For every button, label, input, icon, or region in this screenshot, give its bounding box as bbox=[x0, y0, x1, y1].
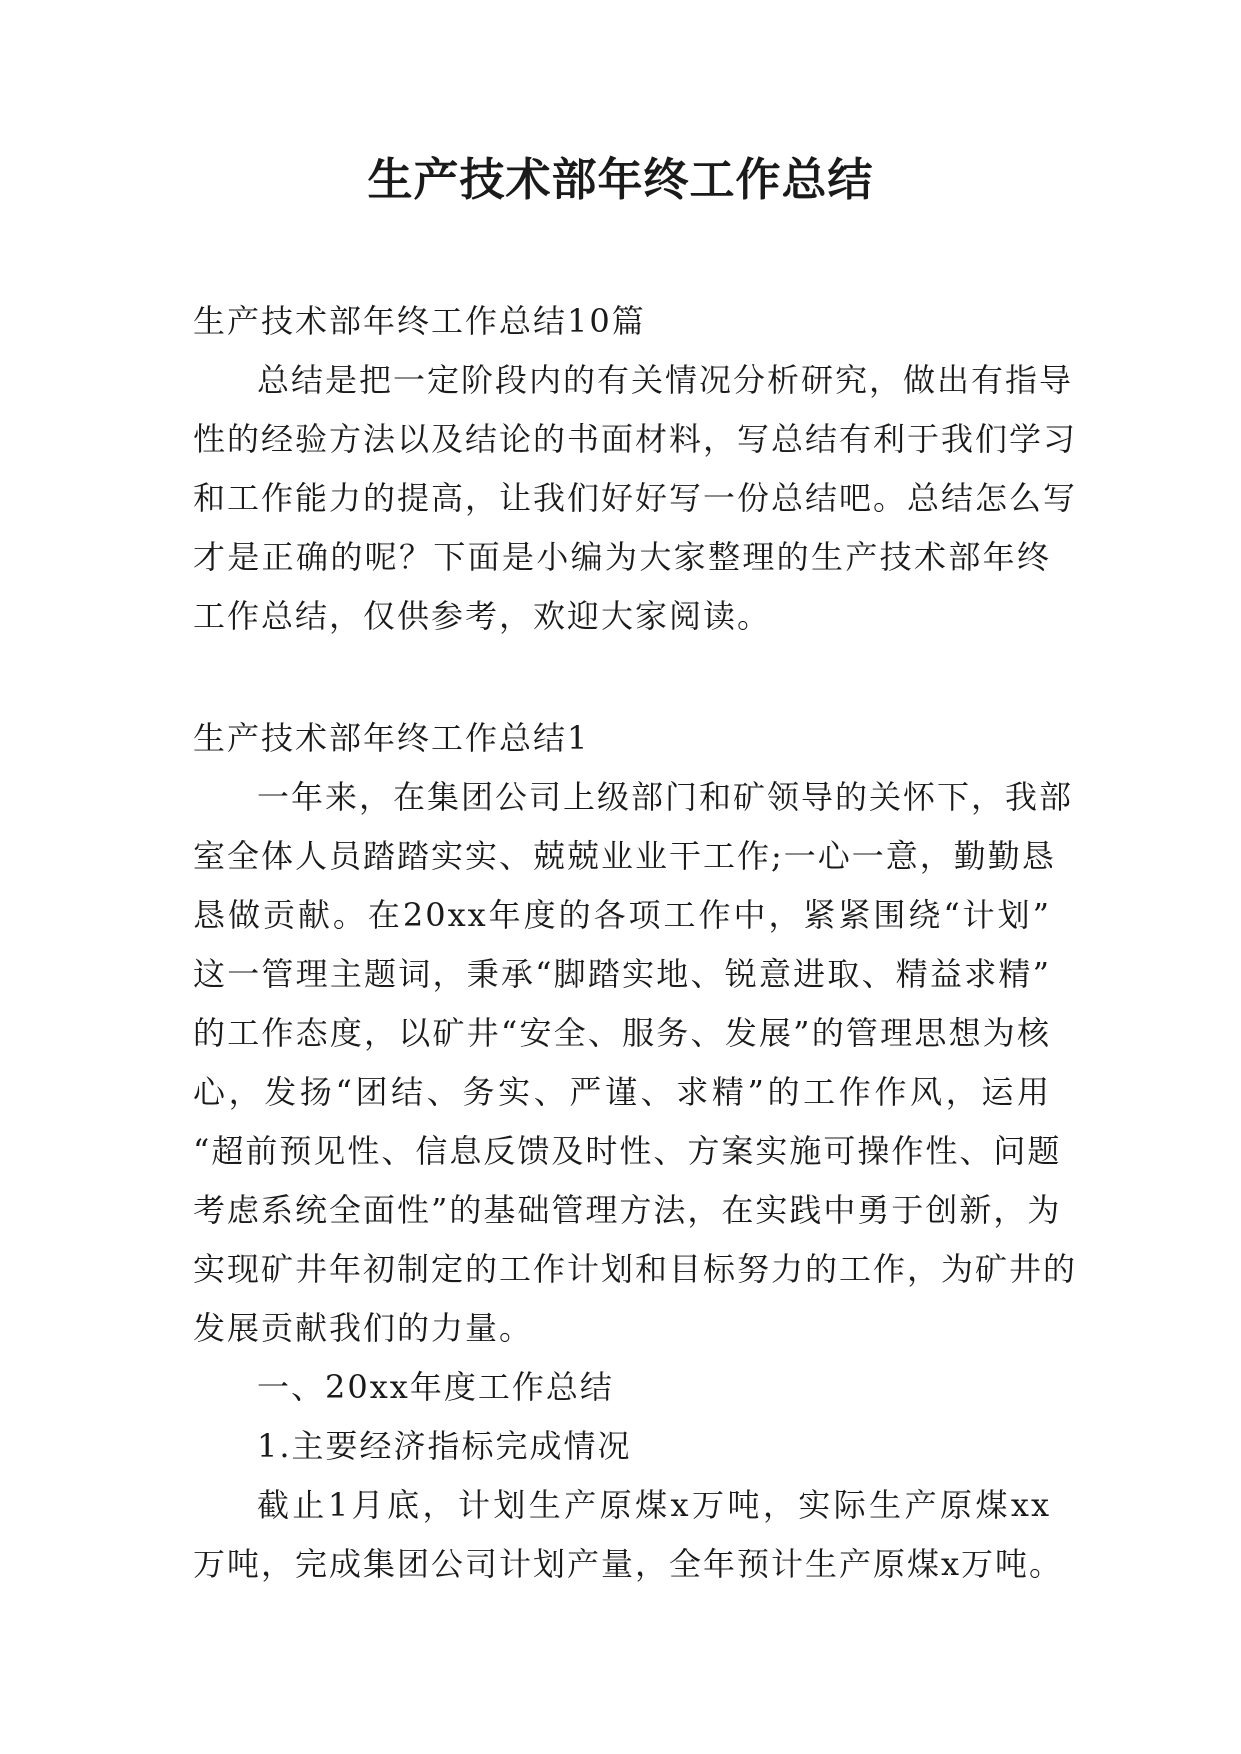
item-heading: 1.主要经济指标完成情况 bbox=[257, 1427, 632, 1465]
paragraph-line: 实现矿井年初制定的工作计划和目标努力的工作，为矿井的 bbox=[193, 1250, 1078, 1288]
paragraph-line: 考虑系统全面性”的基础管理方法，在实践中勇于创新，为 bbox=[193, 1191, 1062, 1229]
intro-paragraph bbox=[193, 351, 1078, 646]
section-heading: 生产技术部年终工作总结1 bbox=[193, 719, 590, 757]
intro-line: 性的经验方法以及结论的书面材料，写总结有利于我们学习 bbox=[193, 420, 1078, 458]
paragraph-line: 这一管理主题词，秉承“脚踏实地、锐意进取、精益求精” bbox=[193, 955, 1051, 993]
intro-line: 和工作能力的提高，让我们好好写一份总结吧。总结怎么写 bbox=[193, 479, 1078, 517]
paragraph-line: “超前预见性、信息反馈及时性、方案实施可操作性、问题 bbox=[193, 1132, 1062, 1170]
section-spacer bbox=[193, 646, 1051, 709]
document-subtitle: 生产技术部年终工作总结10篇 bbox=[193, 302, 646, 340]
section-paragraph bbox=[193, 768, 1078, 1358]
document-body bbox=[193, 292, 1078, 1594]
section-paragraph bbox=[193, 1476, 1064, 1594]
intro-line: 工作总结，仅供参考，欢迎大家阅读。 bbox=[193, 597, 772, 635]
paragraph-line: 恳做贡献。在20xx年度的各项工作中，紧紧围绕“计划” bbox=[193, 896, 1051, 934]
paragraph-line: 的工作态度，以矿井“安全、服务、发展”的管理思想为核 bbox=[193, 1014, 1051, 1052]
intro-line: 总结是把一定阶段内的有关情况分析研究，做出有指导 bbox=[257, 361, 1074, 399]
paragraph-line: 室全体人员踏踏实实、兢兢业业干工作;一心一意，勤勤恳 bbox=[193, 837, 1056, 875]
paragraph-line: 万吨，完成集团公司计划产量，全年预计生产原煤x万吨。 bbox=[193, 1545, 1064, 1583]
document-title: 生产技术部年终工作总结 bbox=[367, 153, 874, 206]
paragraph-line: 心，发扬“团结、务实、严谨、求精”的工作作风，运用 bbox=[193, 1073, 1051, 1111]
intro-line: 才是正确的呢？下面是小编为大家整理的生产技术部年终 bbox=[193, 538, 1051, 576]
paragraph-line: 截止1月底，计划生产原煤x万吨，实际生产原煤xx bbox=[257, 1486, 1051, 1524]
paragraph-line: 发展贡献我们的力量。 bbox=[193, 1309, 534, 1347]
paragraph-line: 一年来，在集团公司上级部门和矿领导的关怀下，我部 bbox=[257, 778, 1074, 816]
sub-heading: 一、20xx年度工作总结 bbox=[257, 1368, 614, 1406]
